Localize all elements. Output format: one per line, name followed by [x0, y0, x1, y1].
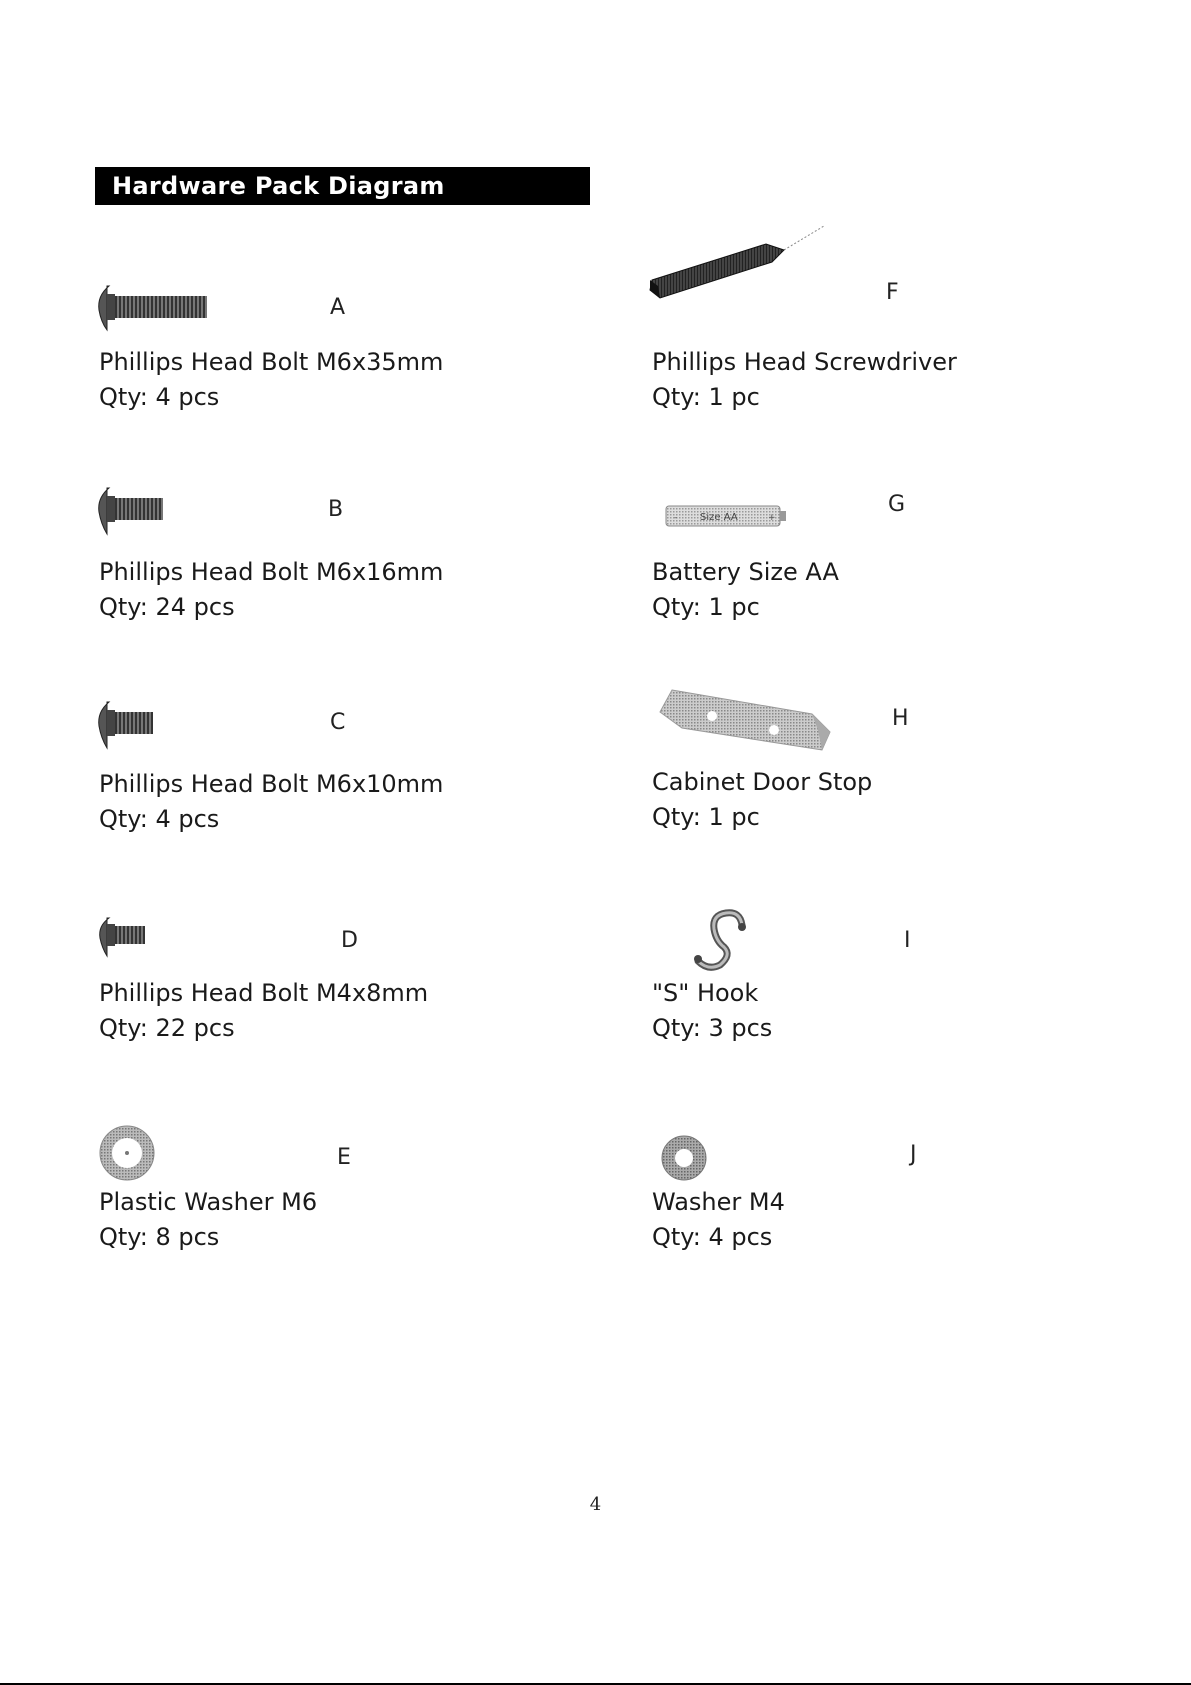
part-quantity: Qty: 1 pc — [652, 803, 760, 831]
part-quantity: Qty: 4 pcs — [652, 1223, 773, 1251]
part-name: Cabinet Door Stop — [652, 768, 873, 796]
part-i — [648, 905, 1148, 1095]
part-letter: E — [337, 1145, 351, 1170]
bolt-long-icon — [95, 280, 225, 336]
part-quantity: Qty: 4 pcs — [99, 383, 220, 411]
part-name: Phillips Head Bolt M6x35mm — [99, 348, 444, 376]
part-name: Phillips Head Bolt M6x16mm — [99, 558, 444, 586]
part-j — [648, 1128, 1148, 1318]
part-name: Battery Size AA — [652, 558, 839, 586]
s-hook-icon — [684, 907, 764, 977]
washer-large-icon — [95, 1125, 165, 1185]
part-name: Phillips Head Bolt M6x10mm — [99, 770, 444, 798]
svg-text:-: - — [674, 513, 678, 523]
part-name: Phillips Head Screwdriver — [652, 348, 957, 376]
part-letter: F — [886, 280, 899, 305]
part-letter: D — [341, 928, 358, 953]
bolt-short-icon — [95, 698, 165, 754]
part-b — [95, 484, 595, 674]
washer-small-icon — [660, 1132, 720, 1192]
part-quantity: Qty: 3 pcs — [652, 1014, 773, 1042]
part-e — [95, 1125, 595, 1315]
section-title: Hardware Pack Diagram — [95, 167, 590, 205]
bolt-small-icon — [95, 912, 155, 968]
bolt-medium-icon — [95, 484, 175, 540]
part-quantity: Qty: 22 pcs — [99, 1014, 235, 1042]
page-number: 4 — [589, 1494, 602, 1515]
part-letter: I — [904, 928, 911, 953]
part-quantity: Qty: 24 pcs — [99, 593, 235, 621]
door-stop-icon — [652, 680, 842, 755]
part-name: "S" Hook — [652, 979, 759, 1007]
part-letter: B — [328, 497, 344, 522]
part-g — [648, 490, 1148, 680]
part-letter: G — [888, 492, 906, 517]
part-quantity: Qty: 4 pcs — [99, 805, 220, 833]
part-h — [648, 680, 1148, 870]
svg-text:+: + — [768, 513, 776, 523]
part-f — [648, 220, 1148, 410]
part-letter: C — [330, 710, 346, 735]
part-quantity: Qty: 8 pcs — [99, 1223, 220, 1251]
battery-icon — [664, 496, 804, 536]
part-d — [95, 912, 595, 1102]
part-name: Washer M4 — [652, 1188, 785, 1216]
part-letter: J — [910, 1142, 917, 1167]
part-a — [95, 280, 595, 470]
part-name: Plastic Washer M6 — [99, 1188, 318, 1216]
part-c — [95, 698, 595, 888]
part-letter: H — [892, 706, 909, 731]
part-name: Phillips Head Bolt M4x8mm — [99, 979, 429, 1007]
part-quantity: Qty: 1 pc — [652, 383, 760, 411]
part-letter: A — [330, 295, 346, 320]
battery-label: Size AA — [700, 512, 738, 523]
part-quantity: Qty: 1 pc — [652, 593, 760, 621]
screwdriver-icon — [646, 220, 826, 305]
